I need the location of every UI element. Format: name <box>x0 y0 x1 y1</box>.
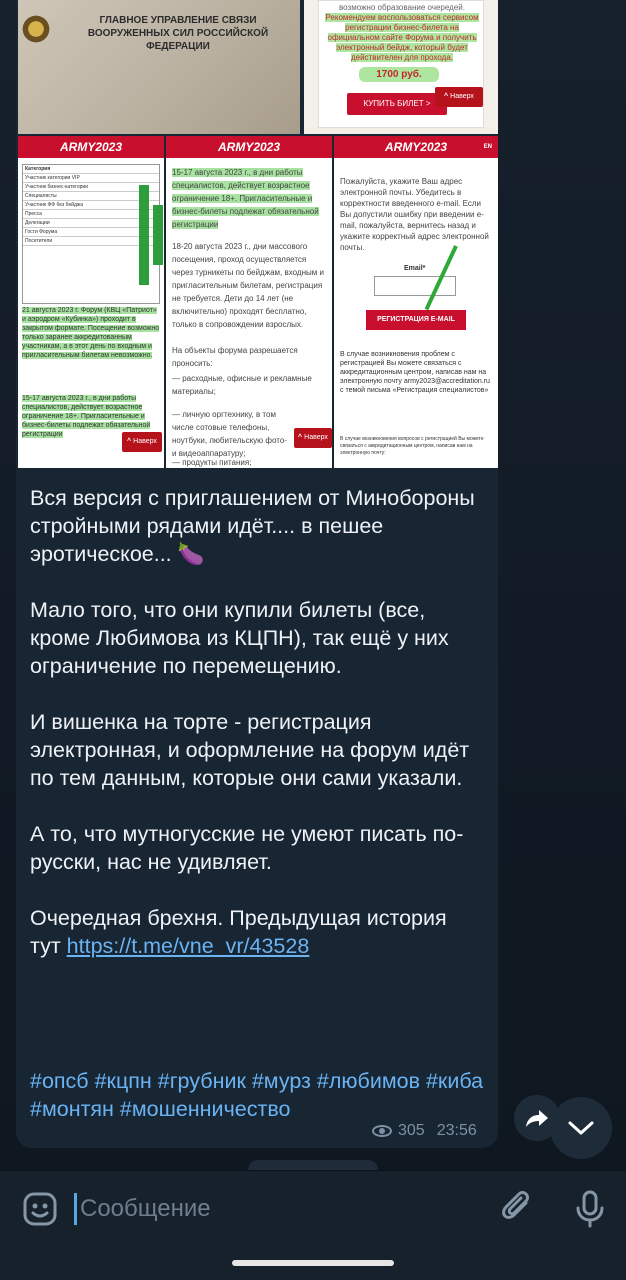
buy-ticket-button: КУПИТЬ БИЛЕТ > <box>347 93 447 115</box>
message-paragraph: Мало того, что они купили билеты (все, кроме Любимова из КЦПН), так ещё у них ограничение по перемещению. <box>30 598 455 678</box>
message-paragraph: А то, что мутногусские не умеют писать по-русски, нас не удивляет. <box>30 822 464 874</box>
photo-5-text-2: В случае возникновения проблем с регистрацией Вы можете связаться с аккредитационным центром, написав нам на электронную почту army2023@accreditation.ru с темой письма «Регистрация специалистов» <box>340 351 490 394</box>
message-input-bar <box>0 1170 626 1246</box>
photo-4-text-6: — продукты питания; <box>172 458 252 467</box>
army-logo: ARMY2023 EN <box>334 136 498 158</box>
photo-2[interactable] <box>304 0 498 134</box>
photo-3[interactable] <box>18 136 164 468</box>
photo-1-text: ГЛАВНОЕ УПРАВЛЕНИЕ СВЯЗИ ВООРУЖЕННЫХ СИЛ РОССИЙСКОЙ ФЕДЕРАЦИИ <box>87 15 269 52</box>
email-field <box>374 276 456 296</box>
photo-3-text-2: 15-17 августа 2023 г., в дни работы специалистов, действует возрастное ограничение 18+. Пригласительные и бизнес-билеты подлежат обязательной регистрации <box>22 395 151 438</box>
message-paragraph: Вся версия с приглашением от Минобороны стройными рядами идёт.... в пешее эротическое... 🍆 <box>30 486 481 566</box>
message-paragraph: И вишенка на торте - регистрация электронная, и оформление на форум идёт по тем данным, которые они сами указали. <box>30 710 476 790</box>
photo-2-price: 1700 руб. <box>359 67 439 82</box>
photo-2-recommend: возможно образование очередей. Рекомендуем воспользоваться сервисом регистрации бизнес-билета на официальном сайте Форума и получить электронный бейдж, который будет действителен для прохода. <box>325 3 479 62</box>
photo-4[interactable] <box>166 136 332 468</box>
back-to-top-button: ^ Наверх <box>435 87 483 107</box>
army-logo: ARMY2023 <box>166 136 332 158</box>
system-nav-bar <box>0 1246 626 1280</box>
text-caret <box>74 1193 77 1225</box>
message-input[interactable]: Сообщение <box>80 1195 211 1222</box>
eye-icon <box>372 1125 392 1137</box>
category-table: Категория Участник категории VIP Участник бизнес-категории Специалисты Участник ФФ без бейджа Пресса Делегации Гости Форума Посетители <box>22 164 160 304</box>
back-to-top-button: ^ Наверх <box>294 428 332 448</box>
hashtags[interactable]: #опсб #кцпн #грубник #мурз #любимов #киба #монтян #мошенничество <box>30 1069 484 1121</box>
views-count: 305 <box>398 1122 425 1139</box>
photo-5-text-3: В случае возникновения вопросов с регистрацией Вы можете связаться с аккредитационным центром, написав нам на электронную почту: <box>340 436 484 456</box>
home-handle[interactable] <box>232 1260 394 1266</box>
photo-2-page <box>318 0 484 128</box>
emblem-icon <box>22 12 50 46</box>
email-label: Email* <box>404 265 426 272</box>
photo-4-text-4: — расходные, офисные и рекламные материалы; <box>172 374 312 396</box>
message-time: 23:56 <box>436 1122 477 1139</box>
message-meta <box>372 1122 477 1140</box>
share-icon <box>525 1108 549 1128</box>
emoji-icon[interactable] <box>22 1191 58 1227</box>
photo-5[interactable] <box>334 136 498 468</box>
photo-4-text-3: На объекты форума разрешается проносить: <box>172 346 298 368</box>
message-paragraph: Очередная брехня. Предыдущая история тут https://t.me/vne_vr/43528 <box>30 906 453 958</box>
scroll-down-button[interactable] <box>550 1097 612 1159</box>
photo-4-text-5: — личную оргтехнику, в том числе сотовые телефоны, ноутбуки, любительскую фото- и видеоаппаратуру; <box>172 410 287 458</box>
register-email-button: РЕГИСТРАЦИЯ E-MAIL <box>366 310 466 330</box>
message-link[interactable]: https://t.me/vne_vr/43528 <box>66 934 310 958</box>
photo-3-text-1: 21 августа 2023 г. Форум (КВЦ «Патриот» и аэродром «Кубинка») проходит в закрытом формате. Посещение возможно только заранее аккредитованным участникам, а в этот день по входным и пригласительным билетам невозможно. <box>22 307 160 359</box>
message-text <box>30 484 480 988</box>
photo-5-text-1: Пожалуйста, укажите Ваш адрес электронной почты. Убедитесь в корректности введенного e-mail. Если Вы допустили ошибку при введении e-mail, пожалуйста, вернитесь назад и укажите корректный адрес электронной почты. <box>340 177 489 252</box>
mic-icon[interactable] <box>572 1189 608 1229</box>
photo-1[interactable] <box>18 0 300 134</box>
army-logo: ARMY2023 <box>18 136 164 158</box>
attach-icon[interactable] <box>500 1189 536 1229</box>
photo-4-text-2: 18-20 августа 2023 г., дни массового посещения, проход осуществляется через турникеты по бейджам, входным и пригласительным билетам, регистрация не требуется. Дети до 14 лет (не включительно) проходят бесплатно, только в сопровождении взрослых. <box>172 242 324 329</box>
back-to-top-button: ^ Наверх <box>122 432 162 452</box>
photo-4-text-1: 15-17 августа 2023 г., в дни работы специалистов, действует возрастное ограничение 18+. Пригласительные и бизнес-билеты подлежат обязательной регистрации <box>172 168 319 229</box>
chevron-down-icon <box>567 1119 595 1137</box>
